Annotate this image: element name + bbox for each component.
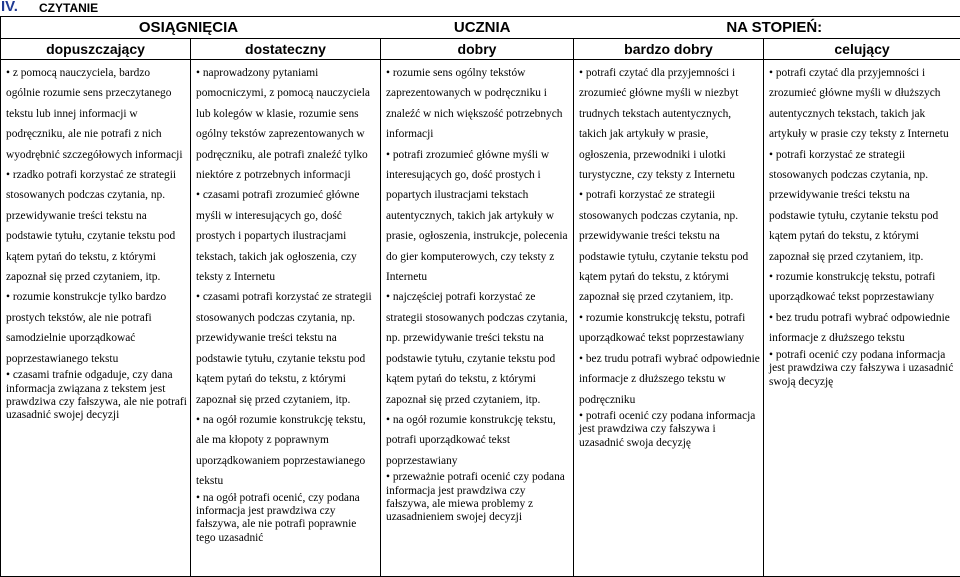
title-part-3: NA STOPIEŃ: xyxy=(726,19,822,36)
criteria-column-3 xyxy=(381,60,574,577)
grade-header-5: celujący xyxy=(764,39,960,60)
criterion-item: • rozumie sens ogólny tekstów zaprezentowanych w podręczniku i znaleźć w nich większość potrzebnych informacji xyxy=(386,63,570,145)
criteria-column-4 xyxy=(574,60,764,577)
section-name: CZYTANIE xyxy=(39,1,98,15)
criterion-item: • na ogół rozumie konstrukcję tekstu, potrafi uporządkować tekst poprzestawiany xyxy=(386,410,570,471)
criterion-item: • naprowadzony pytaniami pomocniczymi, z pomocą nauczyciela lub kolegów w klasie, rozumie sens ogólny tekstów zaprezentowanych w podręczniku, ale potrafi znaleźć tylko niektóre z potrzebnych informacji xyxy=(196,63,377,185)
grades-row xyxy=(1,39,960,60)
criteria-column-2 xyxy=(191,60,381,577)
criteria-row xyxy=(1,60,960,577)
criterion-item: • potrafi ocenić czy podana informacja jest prawdziwa czy fałszywa i uzasadnić swoja decyzję xyxy=(579,410,760,450)
grade-header-3: dobry xyxy=(381,39,574,60)
grade-header-2: dostateczny xyxy=(191,39,381,60)
criterion-item: • czasami potrafi korzystać ze strategii stosowanych podczas czytania, np. przewidywanie treści tekstu na podstawie tytułu, czytanie tekstu pod kątem pytań do tekstu, z którymi zapoznał się przed czytaniem, itp. xyxy=(196,287,377,409)
criterion-item: • bez trudu potrafi wybrać odpowiednie informacje z dłuższego tekstu w podręczniku xyxy=(579,349,760,410)
criterion-item: • czasami potrafi zrozumieć główne myśli w interesujących go, dość prostych i popartych ilustracjami tekstach, takich jak ogłoszenia, czy teksty z Internetu xyxy=(196,185,377,287)
section-number: IV. xyxy=(1,0,18,15)
criterion-item: • rozumie konstrukcję tekstu, potrafi uporządkować tekst poprzestawiany xyxy=(769,267,957,308)
criterion-item: • potrafi czytać dla przyjemności i zrozumieć główne myśli w niezbyt trudnych tekstach autentycznych, takich jak artykuły w prasie, ogłoszenia, przewodniki i ulotki turystyczne, czy teksty z Internetu xyxy=(579,63,760,185)
criterion-item: • potrafi czytać dla przyjemności i zrozumieć główne myśli w dłuższych autentycznych tekstach, takich jak artykuły w prasie czy teksty z Internetu xyxy=(769,63,957,145)
table-title-row xyxy=(1,17,960,39)
criterion-item: • potrafi ocenić czy podana informacja jest prawdziwa czy fałszywa i uzasadnić swoją decyzję xyxy=(769,349,957,389)
criterion-item: • potrafi zrozumieć główne myśli w interesujących go, dość prostych i popartych ilustracjami tekstach autentycznych, takich jak artykuły w prasie, ogłoszenia, instrukcje, polecenia do gier komputerowych, czy teksty z Internetu xyxy=(386,145,570,288)
criterion-item: • bez trudu potrafi wybrać odpowiednie informacje z dłuższego tekstu xyxy=(769,308,957,349)
table-title xyxy=(1,17,960,39)
title-part-2: UCZNIA xyxy=(454,19,511,36)
criterion-item: • przeważnie potrafi ocenić czy podana informacja jest prawdziwa czy fałszywa, ale miewa problemy z uzasadnieniem swojej decyzji xyxy=(386,471,570,525)
title-part-1: OSIĄGNIĘCIA xyxy=(139,19,238,36)
requirements-table xyxy=(0,16,960,577)
criteria-column-5 xyxy=(764,60,960,577)
criterion-item: • rozumie konstrukcję tekstu, potrafi uporządkować tekst poprzestawiany xyxy=(579,308,760,349)
criterion-item: • potrafi korzystać ze strategii stosowanych podczas czytania, np. przewidywanie treści tekstu na podstawie tytułu, czytanie tekstu pod kątem pytań do tekstu, z którymi zapoznał się przed czytaniem, itp. xyxy=(769,145,957,267)
grade-header-4: bardzo dobry xyxy=(574,39,764,60)
grade-header-1: dopuszczający xyxy=(1,39,191,60)
criterion-item: • potrafi korzystać ze strategii stosowanych podczas czytania, np. przewidywanie treści tekstu na podstawie tytułu, czytanie tekstu pod kątem pytań do tekstu, z którymi zapoznał się przed czytaniem, itp. xyxy=(579,185,760,307)
criteria-column-1 xyxy=(1,60,191,577)
section-heading xyxy=(1,0,18,14)
criterion-item: • rozumie konstrukcje tylko bardzo prostych tekstów, ale nie potrafi samodzielnie uporządkować poprzestawianego tekstu xyxy=(6,287,187,369)
criterion-item: • rzadko potrafi korzystać ze strategii stosowanych podczas czytania, np. przewidywanie treści tekstu na podstawie tytułu, czytanie tekstu pod kątem pytań do tekstu, z którymi zapoznał się przed czytaniem, itp. xyxy=(6,165,187,287)
criterion-item: • najczęściej potrafi korzystać ze strategii stosowanych podczas czytania, np. przewidywanie treści tekstu na podstawie tytułu, czytanie tekstu pod kątem pytań do tekstu, z którymi zapoznał się przed czytaniem, itp. xyxy=(386,287,570,409)
criterion-item: • z pomocą nauczyciela, bardzo ogólnie rozumie sens przeczytanego tekstu lub innej informacji w podręczniku, ale nie potrafi z nich wyodrębnić szczegółowych informacji xyxy=(6,63,187,165)
criterion-item: • na ogół rozumie konstrukcję tekstu, ale ma kłopoty z poprawnym uporządkowaniem poprzestawianego tekstu xyxy=(196,410,377,492)
criterion-item: • na ogół potrafi ocenić, czy podana informacja jest prawdziwa czy fałszywa, ale nie potrafi poprawnie tego uzasadnić xyxy=(196,492,377,546)
criterion-item: • czasami trafnie odgaduje, czy dana informacja związana z tekstem jest prawdziwa czy fałszywa, ale nie potrafi uzasadnić swojej decyzji xyxy=(6,369,187,423)
